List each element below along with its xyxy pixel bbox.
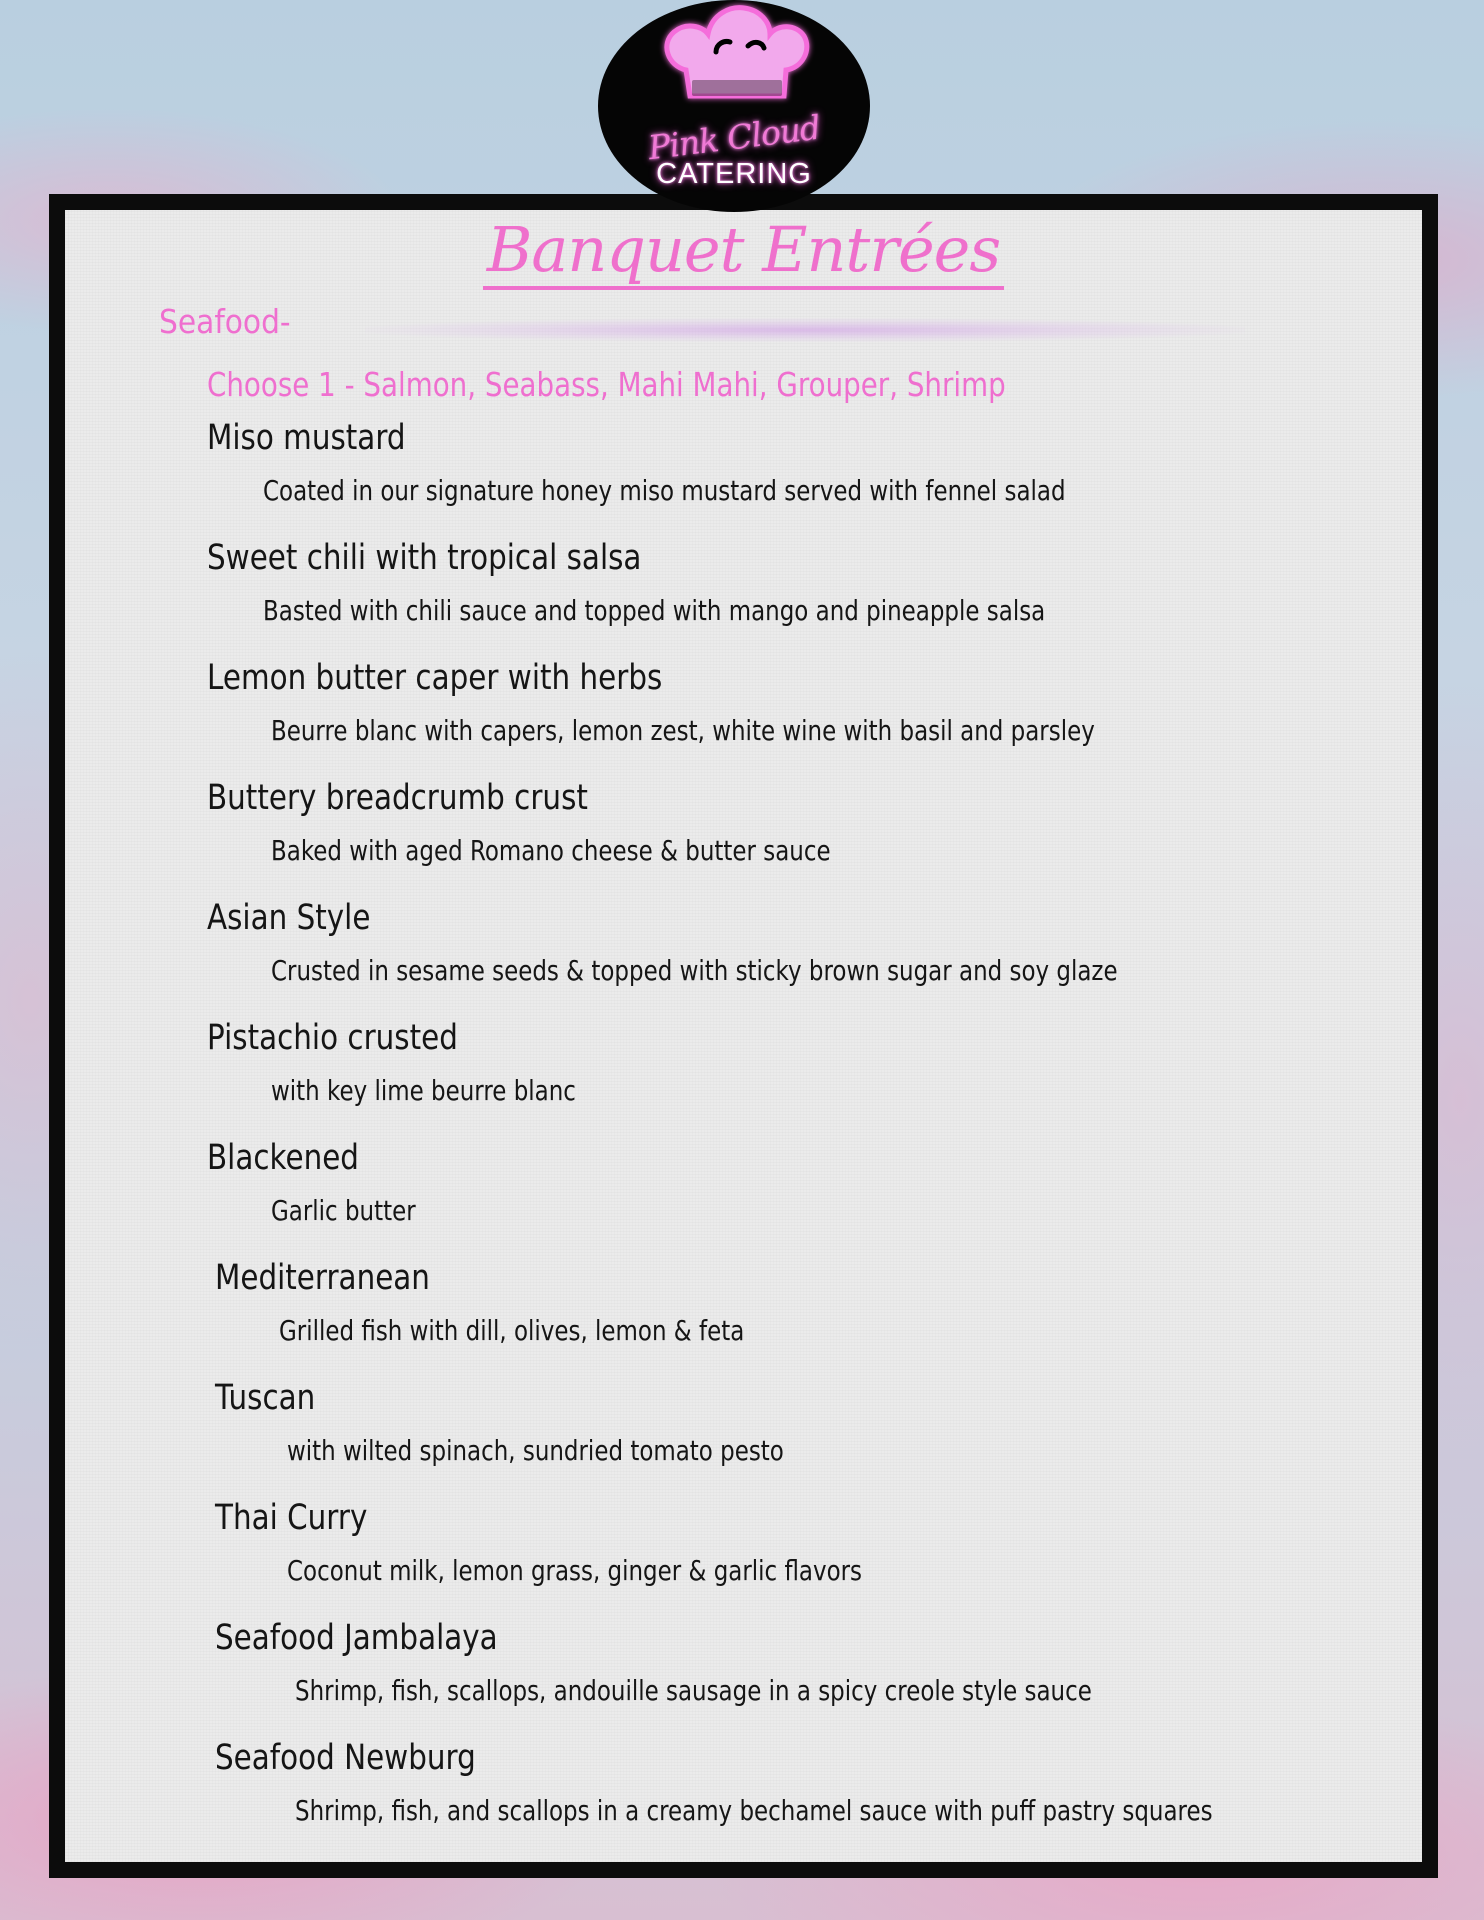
entree-name: Sweet chili with tropical salsa	[207, 538, 642, 578]
entree-name: Miso mustard	[207, 418, 406, 458]
entree-description: Coated in our signature honey miso mustard served with fennel salad	[263, 474, 1066, 507]
entree-name: Lemon butter caper with herbs	[207, 658, 663, 698]
entree-list	[65, 210, 1422, 1862]
entree-description: Coconut milk, lemon grass, ginger & garlic flavors	[287, 1554, 863, 1587]
entree-description: Garlic butter	[271, 1194, 416, 1227]
entree-name: Thai Curry	[215, 1498, 368, 1538]
logo-word-text: CATERING	[656, 158, 812, 190]
entree-description: Shrimp, fish, scallops, andouille sausage in a spicy creole style sauce	[295, 1674, 1092, 1707]
brand-logo	[598, 0, 870, 212]
entree-name: Seafood Newburg	[215, 1738, 476, 1778]
entree-description: Basted with chili sauce and topped with mango and pineapple salsa	[263, 594, 1046, 627]
entree-name: Mediterranean	[215, 1258, 430, 1298]
menu-card	[49, 194, 1438, 1878]
section-heading: Seafood-	[159, 302, 291, 341]
choose-fish-line: Choose 1 - Salmon, Seabass, Mahi Mahi, Grouper, Shrimp	[207, 365, 1006, 404]
entree-name: Blackened	[207, 1138, 359, 1178]
entree-name: Buttery breadcrumb crust	[207, 778, 588, 818]
entree-description: Shrimp, fish, and scallops in a creamy bechamel sauce with puff pastry squares	[295, 1794, 1213, 1827]
entree-name: Asian Style	[207, 898, 371, 938]
logo-script-text: Pink Cloud	[645, 107, 823, 168]
entree-description: Grilled fish with dill, olives, lemon & feta	[279, 1314, 745, 1347]
menu-paper	[65, 210, 1422, 1862]
entree-description: with key lime beurre blanc	[271, 1074, 576, 1107]
entree-description: Beurre blanc with capers, lemon zest, white wine with basil and parsley	[271, 714, 1095, 747]
entree-name: Seafood Jambalaya	[215, 1618, 498, 1658]
entree-description: with wilted spinach, sundried tomato pesto	[287, 1434, 784, 1467]
entree-name: Pistachio crusted	[207, 1018, 458, 1058]
entree-description: Baked with aged Romano cheese & butter sauce	[271, 834, 831, 867]
page-title-text: Banquet Entrées	[483, 213, 1004, 290]
entree-name: Tuscan	[215, 1378, 316, 1418]
entree-description: Crusted in sesame seeds & topped with sticky brown sugar and soy glaze	[271, 954, 1118, 987]
